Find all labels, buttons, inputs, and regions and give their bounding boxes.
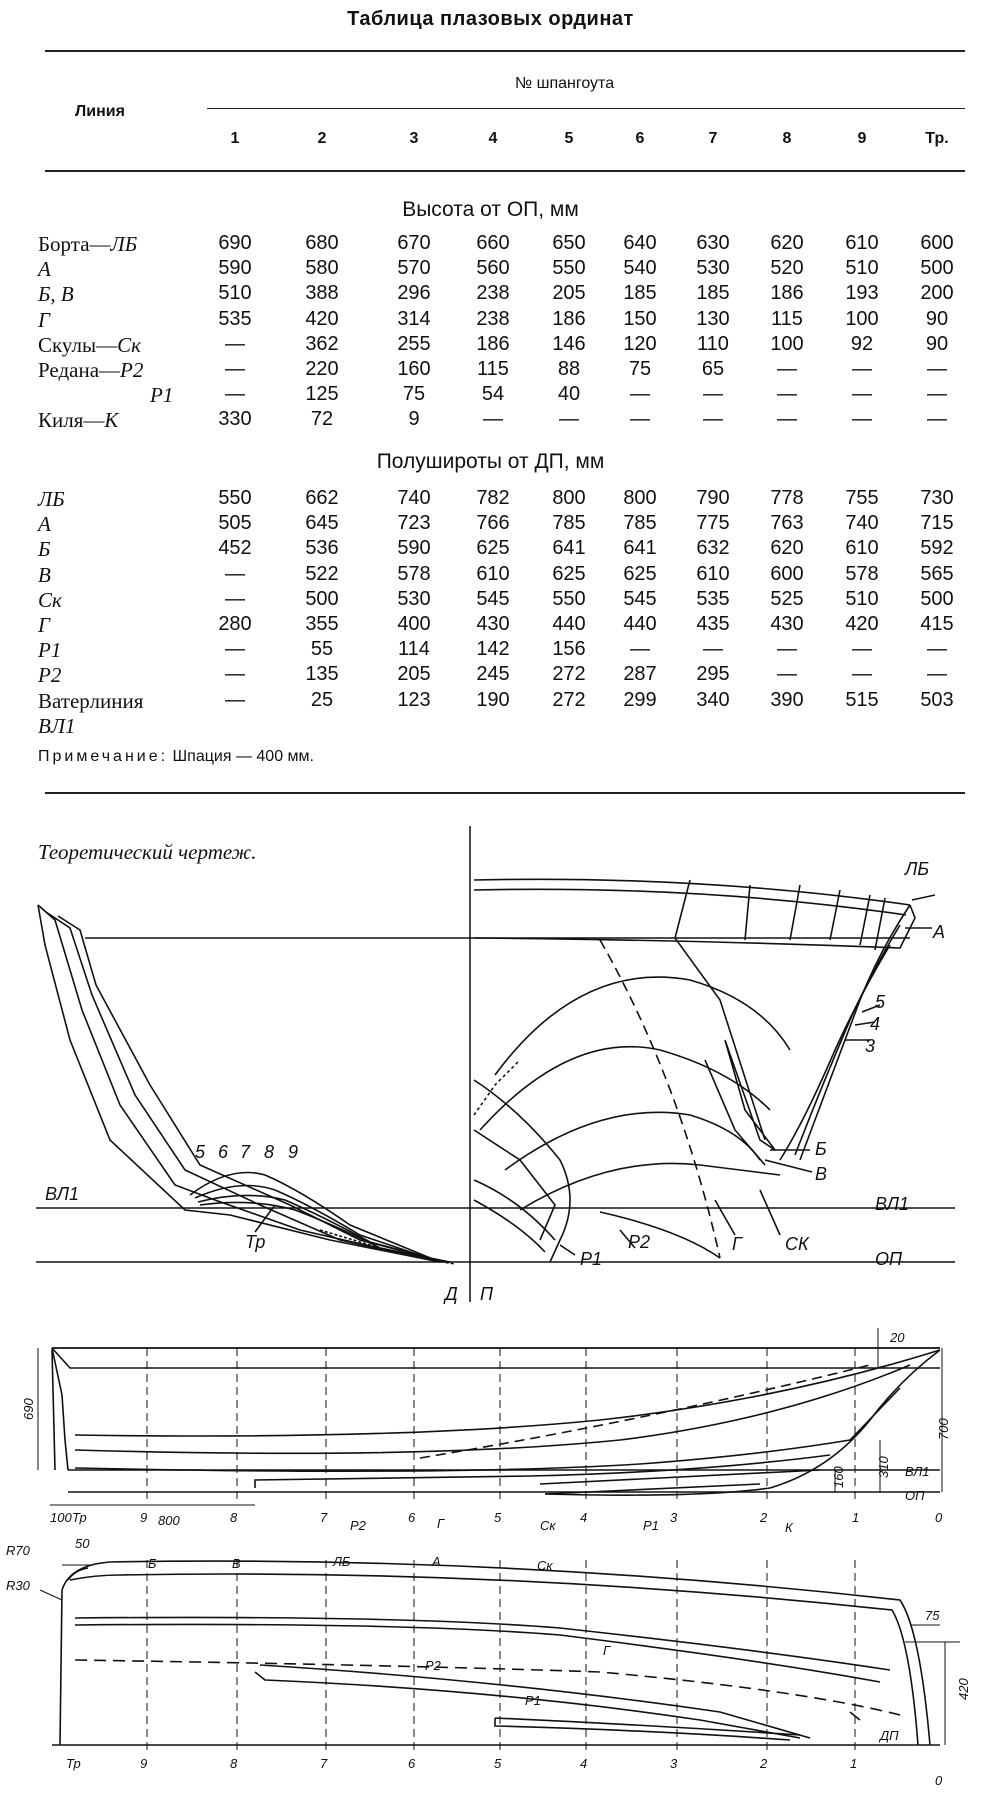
table-cell: 440 [623,613,657,635]
table-cell: 515 [845,688,879,711]
table-cell: — [225,587,245,610]
table-cell: 800 [552,487,586,509]
table-cell: 545 [623,587,657,610]
table-cell: 280 [218,613,252,635]
table-cell: 590 [397,537,431,560]
table-cell: — [703,408,723,431]
drawing-label-plan-n1: 1 [850,1756,858,1771]
table-title: Таблица плазовых ординат [347,8,634,30]
table-cell: 610 [845,232,879,254]
table-cell: 740 [845,512,879,535]
table-cell: 763 [770,512,804,535]
table-cell: — [777,638,797,661]
drawing-label-plan-n7: 7 [320,1756,328,1771]
table-cell: 100 [845,307,879,330]
drawing-label-body-f8: 8 [264,1142,275,1162]
header-frames: № шпангоута [515,75,615,92]
table-cell: 625 [476,537,510,560]
table-cell: 641 [552,537,586,560]
table-cell: 550 [552,257,586,280]
drawing-label-profile-n9: 9 [140,1510,148,1525]
drawing-label-profile-tr: Тр [72,1510,87,1525]
drawing-title: Теоретический чертеж. [38,840,257,864]
table-cell: 650 [552,232,586,254]
table-cell: 520 [770,257,804,280]
table-cell: 778 [770,487,804,509]
table-cell: 540 [623,257,657,280]
table-cell: 550 [218,487,252,509]
table-cell: 190 [476,688,510,711]
table-cell: 452 [218,537,252,560]
table-cell: 522 [305,562,339,585]
drawing-label-body-f5: 5 [195,1142,206,1162]
row-label-prefix: Редана— [38,358,121,382]
drawing-label-profile-n4: 4 [580,1510,588,1525]
table-cell: 510 [845,257,879,280]
drawing-label-profile-n5: 5 [494,1510,502,1525]
table-cell: 592 [920,537,954,560]
table-cell: — [630,638,650,661]
table-cell: 625 [552,562,586,585]
drawing-label-profile-n7: 7 [320,1510,328,1525]
table-cell: 525 [770,587,804,610]
table-cell: 790 [696,487,730,509]
table-cell: 641 [623,537,657,560]
table-cell: 600 [770,562,804,585]
plan-view [40,1560,960,1755]
drawing-label-body-a: А [933,922,946,942]
drawing-label-profile-sk: Ск [540,1518,556,1533]
drawing-label-plan-v: В [232,1556,241,1571]
table-cell: 620 [770,537,804,560]
table-cell: 610 [476,562,510,585]
table-cell: 272 [552,688,586,711]
frame-number: 2 [317,130,327,147]
table-cell: — [927,383,947,406]
drawing-label-body-n4: 4 [870,1014,881,1034]
table-cell: 100 [770,332,804,355]
drawing-label-body-vl1_right: ВЛ1 [875,1194,909,1214]
table-cell: 88 [557,358,581,380]
table-cell: 255 [397,332,431,355]
frame-number: 9 [857,130,867,147]
drawing-label-profile-n2: 2 [760,1510,768,1525]
table-cell: 90 [925,307,949,330]
drawing-label-plan-d420: 420 [956,1678,971,1700]
drawing-label-plan-d50: 50 [75,1536,90,1551]
table-cell: — [852,358,872,380]
drawing-label-profile-k: К [785,1520,793,1535]
drawing-label-plan-b: Б [148,1556,157,1571]
section-heights: Высота от ОП, мм [402,198,579,221]
drawing-label-plan-d75: 75 [925,1608,940,1623]
table-cell: 503 [920,688,954,711]
table-cell: — [225,663,245,686]
table-cell: 92 [850,332,874,355]
frame-number: 6 [635,130,645,147]
table-cell: 590 [218,257,252,280]
drawing-label-profile-p1: Р1 [643,1518,659,1533]
table-cell: 54 [481,383,505,406]
table-cell: — [630,383,650,406]
drawing-label-plan-n9: 9 [140,1756,148,1771]
row-label-line: ЛБ [110,232,138,256]
drawing-label-plan-lb: ЛБ [333,1554,351,1569]
frame-number: 4 [488,130,498,147]
table-cell: 142 [476,638,510,661]
table-cell: 186 [770,282,804,305]
table-cell: 600 [920,232,954,254]
row-label-line: Б [38,537,51,562]
table-cell: 630 [696,232,730,254]
drawing-label-profile-n0: 0 [935,1510,943,1525]
table-cell: 400 [397,613,431,635]
table-cell: 545 [476,587,510,610]
table-cell: — [852,663,872,686]
table-cell: — [777,408,797,431]
table-cell: 156 [552,638,586,661]
row-label-prefix: Скулы— [38,332,118,357]
table-cell: 440 [552,613,586,635]
table-cell: 670 [397,232,431,254]
table-cell: 430 [770,613,804,635]
row-label-line: В [38,562,51,587]
row-label-line: ВЛ1 [38,713,76,738]
table-cell: 510 [845,587,879,610]
drawing-label-body-v: В [815,1164,828,1184]
row-label-line: Р2 [38,663,62,688]
table-cell: 785 [623,512,657,535]
table-cell: — [927,638,947,661]
table-cell: 388 [305,282,339,305]
table-cell: 238 [476,307,510,330]
table-cell: 580 [305,257,339,280]
table-cell: 715 [920,512,954,535]
drawing-label-profile-d160: 160 [831,1466,846,1488]
drawing-label-profile-vl1: ВЛ1 [905,1464,930,1479]
drawing-label-plan-dp: ДП [880,1728,899,1743]
table-cell: 800 [623,487,657,509]
table-cell: 220 [305,358,339,380]
drawing-label-body-lb: ЛБ [905,859,930,879]
table-cell: 536 [305,537,339,560]
table-cell: 115 [771,307,803,330]
drawing-label-plan-p2: Р2 [425,1658,441,1673]
table-cell: 200 [920,282,954,305]
table-cell: — [225,688,245,711]
table-cell: — [483,408,503,431]
table-cell: 186 [552,307,586,330]
table-cell: 500 [920,257,954,280]
table-cell: — [225,562,245,585]
table-cell: 90 [925,332,949,355]
table-cell: 40 [557,383,581,406]
table-cell: 578 [845,562,879,585]
drawing-label-plan-n5: 5 [494,1756,502,1771]
drawing-label-plan-n0: 0 [935,1773,943,1788]
frame-number: 1 [230,130,240,147]
table-cell: 296 [397,282,431,305]
drawing-label-body-tr: Тр [245,1232,266,1252]
table-cell: 362 [305,332,339,355]
table-cell: 662 [305,487,339,509]
drawing-label-profile-d20: 20 [890,1330,905,1345]
row-label-line: Г [38,613,50,637]
drawing-label-body-p: П [480,1284,494,1304]
table-cell: 530 [696,257,730,280]
frame-number: 7 [708,130,718,147]
table-cell: 245 [476,663,510,686]
drawing-label-plan-n6: 6 [408,1756,416,1771]
drawing-label-profile-g: Г [437,1516,445,1531]
drawing-label-plan-tr: Тр [66,1756,81,1771]
table-cell: 535 [218,307,252,330]
table-cell: 186 [476,332,510,355]
table-cell: 435 [696,613,730,635]
table-cell: — [927,358,947,380]
section-halfbreadths: Полушироты от ДП, мм [376,450,605,473]
drawing-label-profile-n3: 3 [670,1510,678,1525]
drawing-label-plan-n2: 2 [760,1756,768,1771]
frame-number: 8 [782,130,792,147]
drawing-label-plan-r70: R70 [6,1543,30,1558]
table-cell: 500 [920,587,954,610]
drawing-label-body-f9: 9 [288,1142,299,1162]
row-label-line: К [104,408,119,433]
header-line: Линия [75,103,125,120]
frame-number: 3 [409,130,419,147]
table-cell: — [777,358,797,380]
row-label-line: А [38,512,51,537]
table-cell: 782 [476,487,510,509]
drawing-label-plan-n3: 3 [670,1756,678,1771]
table-cell: — [852,383,872,406]
drawing-label-plan-n8: 8 [230,1756,238,1771]
table-cell: 160 [397,358,431,380]
table-cell: 205 [397,663,431,686]
drawing-label-profile-d310: 310 [876,1456,891,1478]
table-cell: 390 [770,688,804,711]
drawing-label-body-p1: Р1 [580,1249,603,1269]
table-cell: 295 [696,663,730,686]
drawing-label-profile-n1: 1 [852,1510,860,1525]
drawing-label-body-f7: 7 [240,1142,251,1162]
table-cell: 72 [310,408,334,431]
drawing-label-body-op: ОП [875,1249,903,1269]
row-label-line: Б, В [38,282,74,307]
drawing-label-profile-d700: 700 [936,1418,951,1440]
table-cell: 560 [476,257,510,280]
drawing-label-plan-n4: 4 [580,1756,588,1771]
table-cell: 299 [623,688,657,711]
table-cell: 65 [701,358,725,380]
table-cell: 205 [552,282,586,305]
table-cell: 25 [310,688,334,711]
table-cell: 766 [476,512,510,535]
table-cell: — [852,638,872,661]
table-cell: 75 [628,358,652,380]
row-label-line: ЛБ [38,487,65,511]
table-cell: — [927,408,947,431]
drawing-label-profile-d690: 690 [21,1398,36,1420]
row-label-prefix: Ватерлиния [38,688,144,713]
table-cell: 330 [218,408,252,431]
table-cell: 340 [696,688,730,711]
table-cell: 9 [408,408,420,431]
row-label-line: Г [38,307,50,332]
table-cell: 238 [476,282,510,305]
table-cell: 530 [397,587,431,610]
table-cell: — [852,408,872,431]
table-cell: 110 [697,332,729,355]
drawing-label-plan-p1: Р1 [525,1693,541,1708]
table-cell: 740 [397,487,431,509]
drawing-label-profile-op: ОП [905,1488,925,1503]
table-cell: 430 [476,613,510,635]
table-cell: 314 [397,307,431,330]
table-cell: 565 [920,562,954,585]
row-label-prefix: Борта— [38,232,111,256]
table-cell: 640 [623,232,657,254]
table-cell: 193 [845,282,879,305]
table-cell: 123 [397,688,431,711]
row-label-prefix: Киля— [38,408,105,433]
table-cell: — [927,663,947,686]
drawing-label-body-n3: 3 [865,1036,876,1056]
table-cell: 130 [696,307,730,330]
table-cell: 785 [552,512,586,535]
table-cell: — [630,408,650,431]
table-cell: 660 [476,232,510,254]
table-cell: — [225,638,245,661]
note-text: Шпация — 400 мм. [168,748,314,765]
table-cell: 505 [218,512,252,535]
drawing-label-plan-sk: Ск [537,1558,553,1573]
table-cell: — [703,638,723,661]
table-cell: 287 [623,663,657,686]
frame-number: 5 [564,130,574,147]
table-cell: 775 [696,512,730,535]
table-cell: 625 [623,562,657,585]
table-cell: — [225,358,245,380]
drawing-label-body-b: Б [815,1139,827,1159]
drawing-label-plan-r30: R30 [6,1578,30,1593]
drawing-label-profile-n6: 6 [408,1510,416,1525]
table-cell: 55 [310,638,334,661]
table-cell: 620 [770,232,804,254]
table-cell: 755 [845,487,879,509]
drawing-label-body-f6: 6 [218,1142,229,1162]
note-label: Примечание: [38,748,169,765]
table-cell: 680 [305,232,339,254]
table-cell: 146 [552,332,586,355]
row-label-line: Ск [38,587,62,612]
drawing-label-body-sk: СК [785,1234,809,1254]
row-label-line: А [38,257,51,282]
drawing-label-plan-a: А [432,1554,441,1569]
table-cell: 632 [696,537,730,560]
drawing-label-body-g: Г [732,1234,742,1254]
drawing-label-profile-d800: 800 [158,1513,180,1528]
table-cell: 355 [305,613,339,635]
table-cell: 570 [397,257,431,280]
table-cell: 730 [920,487,954,509]
row-label-line: Р1 [150,383,174,408]
table-cell: 690 [218,232,252,254]
drawing-label-plan-g: Г [603,1643,611,1658]
table-cell: 185 [623,282,657,305]
table-cell: 115 [477,358,509,380]
table-cell: 135 [305,663,339,686]
table-cell: 550 [552,587,586,610]
table-cell: 415 [920,613,954,635]
table-cell: — [777,663,797,686]
table-cell: 185 [696,282,730,305]
table-cell: 272 [552,663,586,686]
frame-number: Тр. [925,130,949,147]
table-cell: — [225,332,245,355]
table-cell: 578 [397,562,431,585]
table-cell: — [225,383,245,406]
table-cell: 510 [218,282,252,305]
table-cell: 645 [305,512,339,535]
drawing-label-body-n5: 5 [875,992,886,1012]
body-plan [36,826,955,1302]
drawing-label-profile-d100: 100 [50,1510,72,1525]
table-cell: 125 [305,383,339,406]
drawing-label-profile-p2: Р2 [350,1518,366,1533]
table-cell: 535 [696,587,730,610]
row-label-line: Р2 [120,358,144,382]
drawing-label-body-vl1_left: ВЛ1 [45,1184,79,1204]
drawing-label-body-p2: Р2 [628,1232,651,1252]
table-cell: 420 [845,613,879,635]
table-cell: 500 [305,587,339,610]
profile-view [38,1328,942,1505]
row-label-line: Р1 [38,638,62,663]
drawing-label-profile-n8: 8 [230,1510,238,1525]
table-cell: 114 [398,638,430,661]
table-cell: — [777,383,797,406]
table-cell: 610 [696,562,730,585]
table-cell: 610 [845,537,879,560]
table-cell: 150 [623,307,657,330]
table-cell: 120 [623,332,657,355]
table-cell: 420 [305,307,339,330]
table-cell: 75 [402,383,426,406]
table-cell: — [703,383,723,406]
table-cell: 723 [397,512,431,535]
table-cell: — [559,408,579,431]
row-label-line: Ск [117,332,141,357]
drawing-label-body-d: Д [445,1284,458,1304]
